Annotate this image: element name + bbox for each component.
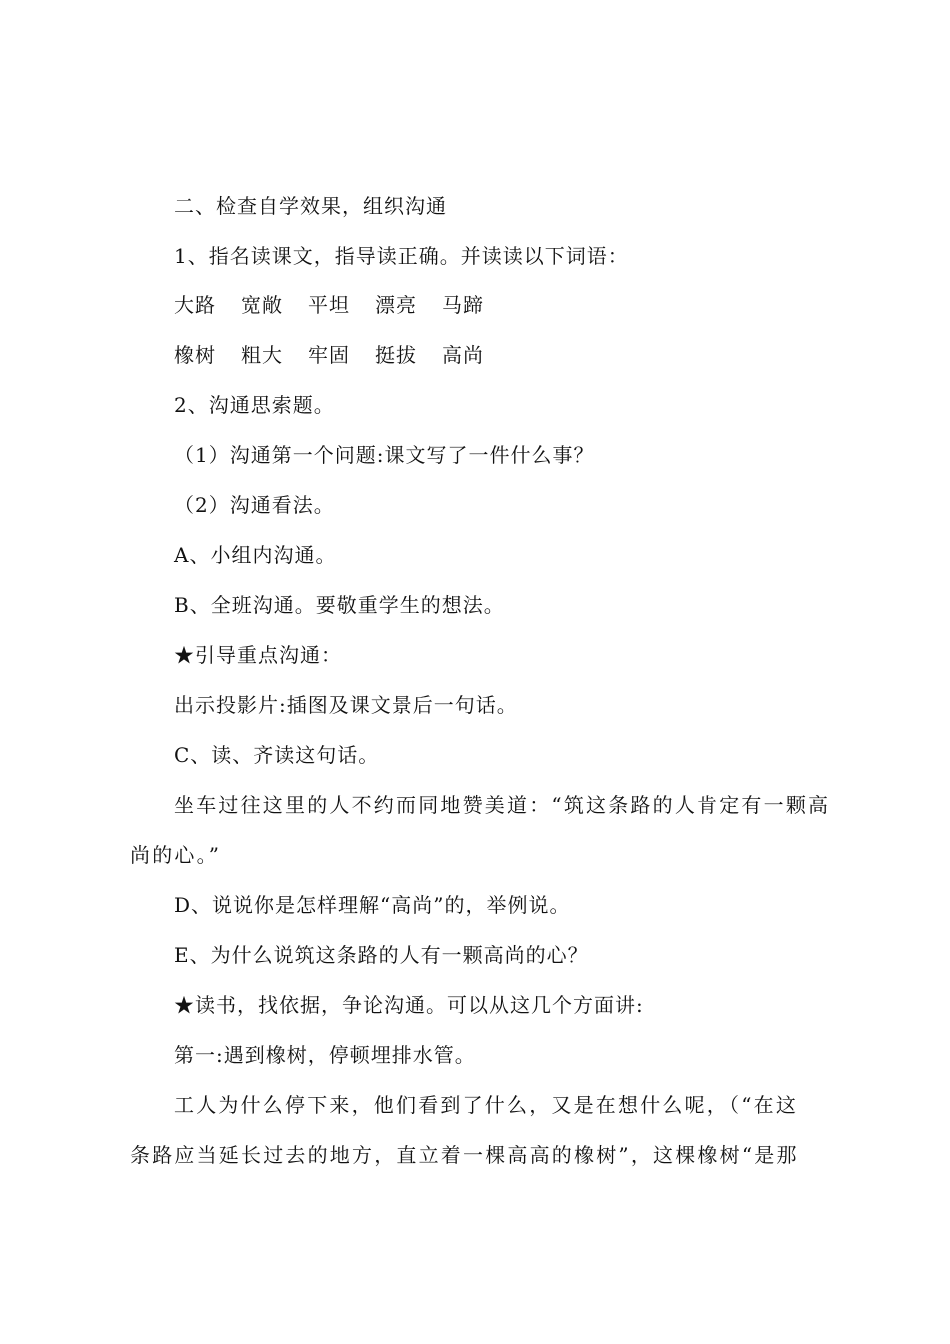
- star-heading-1: ★引导重点沟通：: [174, 643, 342, 667]
- section-heading: 二、检查自学效果，组织沟通: [174, 194, 447, 218]
- sub-item-2: （2）沟通看法。: [174, 493, 335, 517]
- word: 粗大: [241, 343, 283, 367]
- word: 大路: [174, 293, 216, 317]
- item-1: 1、指名读课文，指导读正确。并读读以下词语：: [174, 244, 629, 268]
- word: 牢固: [308, 343, 350, 367]
- word: 高尚: [442, 343, 484, 367]
- quote-paragraph-line-2: 尚的心。”: [130, 843, 222, 867]
- word: 平坦: [308, 293, 350, 317]
- word: 挺拔: [375, 343, 417, 367]
- word: 橡树: [174, 343, 216, 367]
- item-e: E、为什么说筑这条路的人有一颗高尚的心？: [174, 943, 589, 967]
- item-a: A、小组内沟通。: [174, 543, 337, 567]
- projection-line: 出示投影片:插图及课文景后一句话。: [174, 693, 518, 717]
- word: 漂亮: [375, 293, 417, 317]
- word-list-row-2: [174, 343, 874, 367]
- word: 马蹄: [442, 293, 484, 317]
- paragraph-line-1: 工人为什么停下来，他们看到了什么，又是在想什么呢，（“在这: [174, 1093, 799, 1117]
- star-heading-2: ★读书，找依据，争论沟通。可以从这几个方面讲:: [174, 993, 644, 1017]
- word: 宽敞: [241, 293, 283, 317]
- item-b: B、全班沟通。要敬重学生的想法。: [174, 593, 505, 617]
- point-first: 第一:遇到橡树，停顿埋排水管。: [174, 1043, 476, 1067]
- sub-item-1: （1）沟通第一个问题:课文写了一件什么事？: [174, 443, 595, 467]
- item-2: 2、沟通思索题。: [174, 393, 335, 417]
- item-d: D、说说你是怎样理解“高尚”的，举例说。: [174, 893, 571, 917]
- word-list-row-1: [174, 293, 874, 317]
- quote-paragraph-line-1: 坐车过往这里的人不约而同地赞美道：“筑这条路的人肯定有一颗高: [174, 793, 831, 817]
- item-c: C、读、齐读这句话。: [174, 743, 380, 767]
- paragraph-line-2: 条路应当延长过去的地方，直立着一棵高高的橡树”，这棵橡树“是那: [130, 1143, 799, 1167]
